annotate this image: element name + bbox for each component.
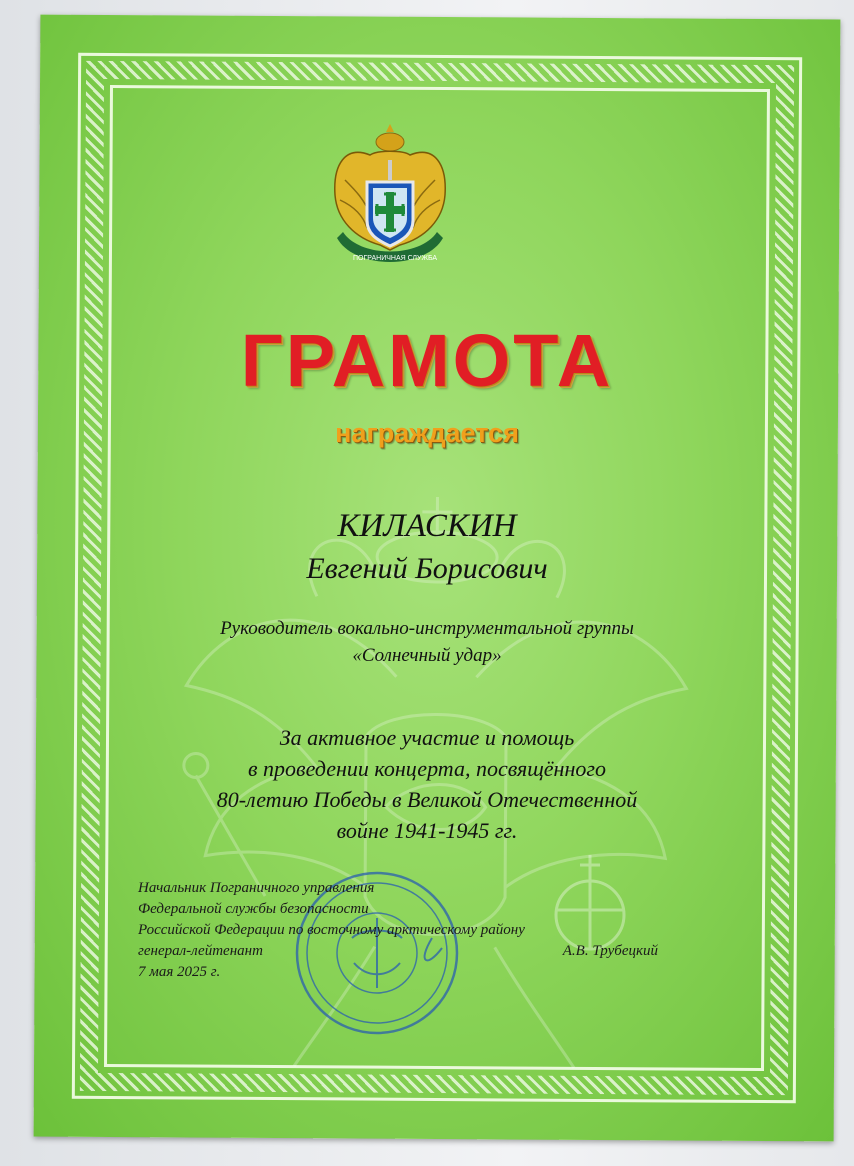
signatory-rank-row xyxy=(138,941,658,962)
role-line: Руководитель вокально-инструментальной группы xyxy=(220,618,634,639)
signatory-rank: генерал-лейтенант xyxy=(138,943,263,959)
reason-line: За активное участие и помощь xyxy=(279,725,575,750)
recipient-given-names: Евгений Борисович xyxy=(306,552,548,585)
role-line: «Солнечный удар» xyxy=(352,645,502,666)
recipient-role xyxy=(0,615,854,669)
reason-line: 80-летию Победы в Великой Отечественной xyxy=(216,787,638,812)
reason-line: войне 1941-1945 гг. xyxy=(336,818,518,843)
award-reason xyxy=(0,722,854,846)
signatory-line: Российской Федерации по восточному арктическому району xyxy=(138,922,525,938)
issue-date: 7 мая 2025 г. xyxy=(138,964,221,980)
signatory-line: Начальник Пограничного управления xyxy=(138,880,375,896)
awarded-label: награждается xyxy=(335,418,519,448)
signatory-name: А.В. Трубецкий xyxy=(562,943,658,959)
signature-block xyxy=(138,878,658,983)
emblem-motto: ПОГРАНИЧНАЯ СЛУЖБА xyxy=(353,255,438,262)
recipient-surname: КИЛАСКИН xyxy=(337,508,517,544)
signatory-line: Федеральной службы безопасности xyxy=(138,901,369,917)
reason-line: в проведении концерта, посвящённого xyxy=(248,756,606,781)
border-service-emblem-icon xyxy=(325,120,455,290)
certificate-title: ГРАМОТА xyxy=(240,319,614,402)
